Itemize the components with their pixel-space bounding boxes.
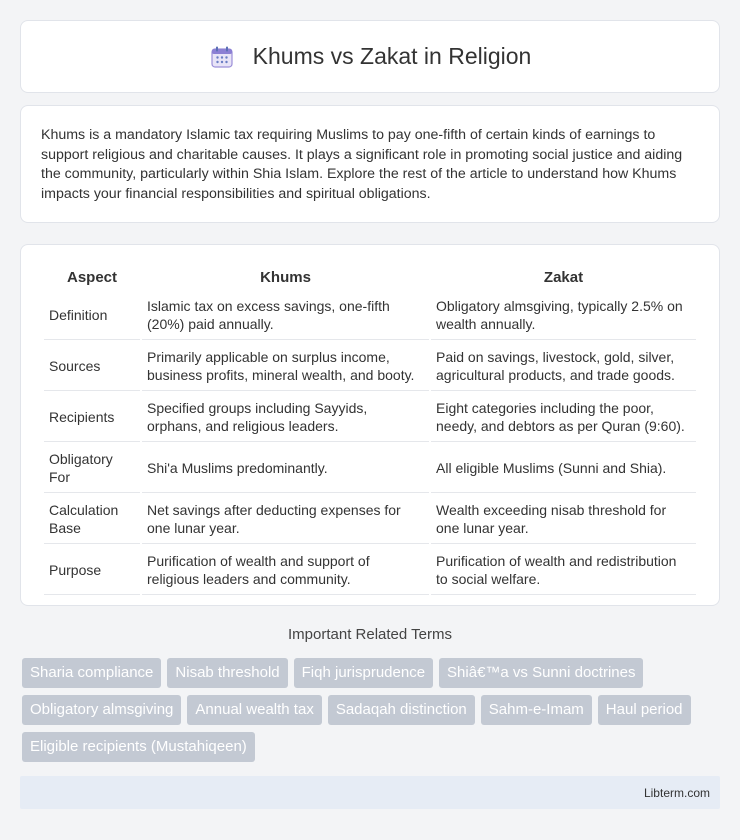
table-row (44, 393, 696, 442)
tag-haul-period[interactable]: Haul period (598, 695, 691, 725)
header-zakat: Zakat (543, 268, 584, 286)
footer (20, 776, 720, 809)
tag-annual-wealth-tax[interactable]: Annual wealth tax (187, 695, 321, 725)
cell-aspect: Calculation Base (44, 495, 140, 544)
cell-khums: Islamic tax on excess savings, one-fifth (20%) paid annually. (142, 291, 429, 340)
cell-zakat: Wealth exceeding nisab threshold for one lunar year. (431, 495, 696, 544)
tag-sahm-e-imam[interactable]: Sahm-e-Imam (481, 695, 592, 725)
table-row (44, 546, 696, 595)
cell-khums: Purification of wealth and support of religious leaders and community. (142, 546, 429, 595)
intro-card (20, 105, 720, 223)
cell-khums: Shi'a Muslims predominantly. (142, 444, 429, 493)
table-header-row (44, 267, 696, 289)
tag-fiqh-jurisprudence[interactable]: Fiqh jurisprudence (294, 658, 433, 688)
cell-zakat: Paid on savings, livestock, gold, silver, agricultural products, and trade goods. (431, 342, 696, 391)
tag-shia-vs-sunni[interactable]: Shiâ€™a vs Sunni doctrines (439, 658, 643, 688)
tag-sharia-compliance[interactable]: Sharia compliance (22, 658, 161, 688)
cell-khums: Primarily applicable on surplus income, business profits, mineral wealth, and booty. (142, 342, 429, 391)
page-title: Khums vs Zakat in Religion (252, 43, 532, 69)
footer-site-link[interactable]: Libterm.com (643, 785, 710, 800)
title-wrap (209, 43, 532, 70)
intro-paragraph: Khums is a mandatory Islamic tax requiring Muslims to pay one-fifth of certain kinds of earnings to support religious and charitable causes. It plays a significant role in promoting social justice and aiding the community, particularly within Shia Islam. Explore the rest of the article to understand how Khums impacts your financial responsibilities and spiritual obligations. (41, 127, 683, 202)
header-khums: Khums (260, 268, 311, 286)
comparison-table (42, 265, 698, 597)
cell-aspect: Obligatory For (44, 444, 140, 493)
table-row (44, 444, 696, 493)
table-row (44, 495, 696, 544)
table-row (44, 342, 696, 391)
header-aspect: Aspect (66, 268, 118, 286)
cell-khums: Specified groups including Sayyids, orphans, and religious leaders. (142, 393, 429, 442)
tag-sadaqah-distinction[interactable]: Sadaqah distinction (328, 695, 475, 725)
tag-eligible-recipients[interactable]: Eligible recipients (Mustahiqeen) (22, 732, 255, 762)
cell-zakat: All eligible Muslims (Sunni and Shia). (431, 444, 696, 493)
cell-aspect: Definition (44, 291, 140, 340)
cell-aspect: Sources (44, 342, 140, 391)
calendar-icon (209, 44, 235, 70)
related-terms-title: Important Related Terms (288, 626, 452, 643)
cell-khums: Net savings after deducting expenses for one lunar year. (142, 495, 429, 544)
cell-zakat: Eight categories including the poor, needy, and debtors as per Quran (9:60). (431, 393, 696, 442)
cell-aspect: Purpose (44, 546, 140, 595)
table-row (44, 291, 696, 340)
comparison-table-card (20, 244, 720, 606)
tag-obligatory-almsgiving[interactable]: Obligatory almsgiving (22, 695, 181, 725)
related-terms-tags (22, 658, 722, 762)
cell-zakat: Purification of wealth and redistribution to social welfare. (431, 546, 696, 595)
tag-nisab-threshold[interactable]: Nisab threshold (167, 658, 287, 688)
header-card (20, 20, 720, 93)
cell-zakat: Obligatory almsgiving, typically 2.5% on wealth annually. (431, 291, 696, 340)
cell-aspect: Recipients (44, 393, 140, 442)
